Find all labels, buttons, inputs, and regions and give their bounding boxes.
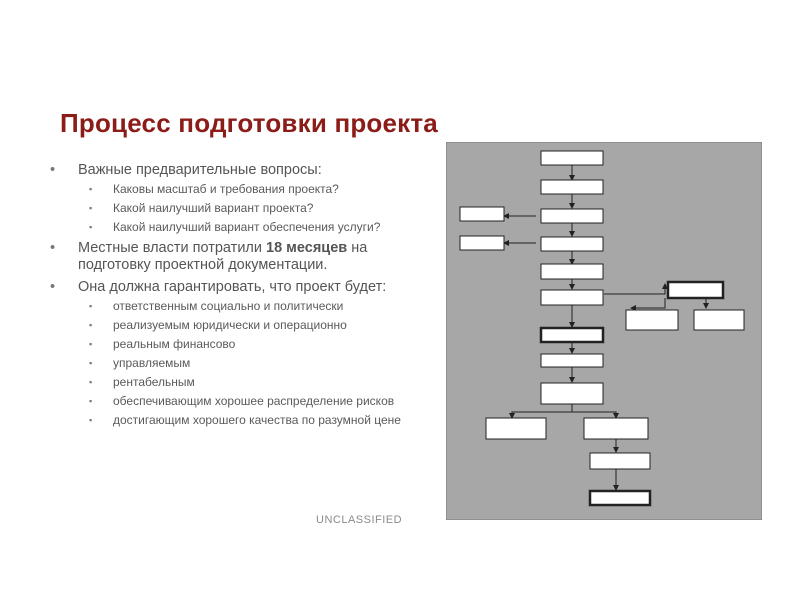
flow-box	[486, 418, 546, 439]
sub-bullet-item: ▪ реальным финансово	[78, 337, 418, 352]
flow-box	[541, 290, 603, 305]
flow-box	[460, 236, 504, 250]
sub-bullet-item: ▪ рентабельным	[78, 375, 418, 390]
flow-box	[694, 310, 744, 330]
process-flowchart	[446, 142, 762, 520]
flow-box-highlighted	[541, 328, 603, 342]
sub-bullet-item: ▪ ответственным социально и политически	[78, 299, 418, 314]
classification-footer: UNCLASSIFIED	[316, 514, 403, 523]
sub-bullet-list	[78, 299, 418, 428]
flow-box	[460, 207, 504, 221]
slide-content	[48, 162, 418, 433]
bullet-text-emphasis: 18 месяцев	[266, 240, 348, 256]
flow-box	[541, 237, 603, 251]
sub-bullet-item: ▪ Какой наилучший вариант проекта?	[78, 201, 418, 216]
sub-bullet-item: ▪ обеспечивающим хорошее распределение рисков	[78, 394, 418, 409]
sub-bullet-item: ▪ Каковы масштаб и требования проекта?	[78, 182, 418, 197]
flow-box	[590, 453, 650, 469]
bullet-item	[48, 162, 418, 235]
flow-box	[541, 264, 603, 279]
flow-box	[584, 418, 648, 439]
sub-bullet-list	[78, 182, 418, 235]
bullet-text-part: на подготовку проектной документации.	[78, 240, 368, 273]
slide-title: Процесс подготовки проекта	[60, 108, 438, 138]
sub-bullet-item: ▪ достигающим хорошего качества по разумной цене	[78, 413, 418, 428]
sub-bullet-item: ▪ реализуемым юридически и операционно	[78, 318, 418, 333]
bullet-text: Она должна гарантировать, что проект будет:	[78, 279, 387, 295]
flow-box-highlighted	[668, 282, 723, 298]
sub-bullet-item: ▪ управляемым	[78, 356, 418, 371]
flow-box	[541, 383, 603, 404]
flow-box-highlighted	[590, 491, 650, 505]
flow-box	[541, 354, 603, 367]
bullet-text: Важные предварительные вопросы:	[78, 162, 322, 178]
bullet-list	[48, 162, 418, 428]
bullet-text-part: Местные власти потратили	[78, 240, 267, 256]
flow-box	[541, 209, 603, 223]
bullet-item	[48, 279, 418, 428]
sub-bullet-item: ▪ Какой наилучший вариант обеспечения услуги?	[78, 220, 418, 235]
flow-box	[541, 180, 603, 194]
flow-box	[541, 151, 603, 165]
bullet-item	[48, 240, 418, 274]
flow-box	[626, 310, 678, 330]
